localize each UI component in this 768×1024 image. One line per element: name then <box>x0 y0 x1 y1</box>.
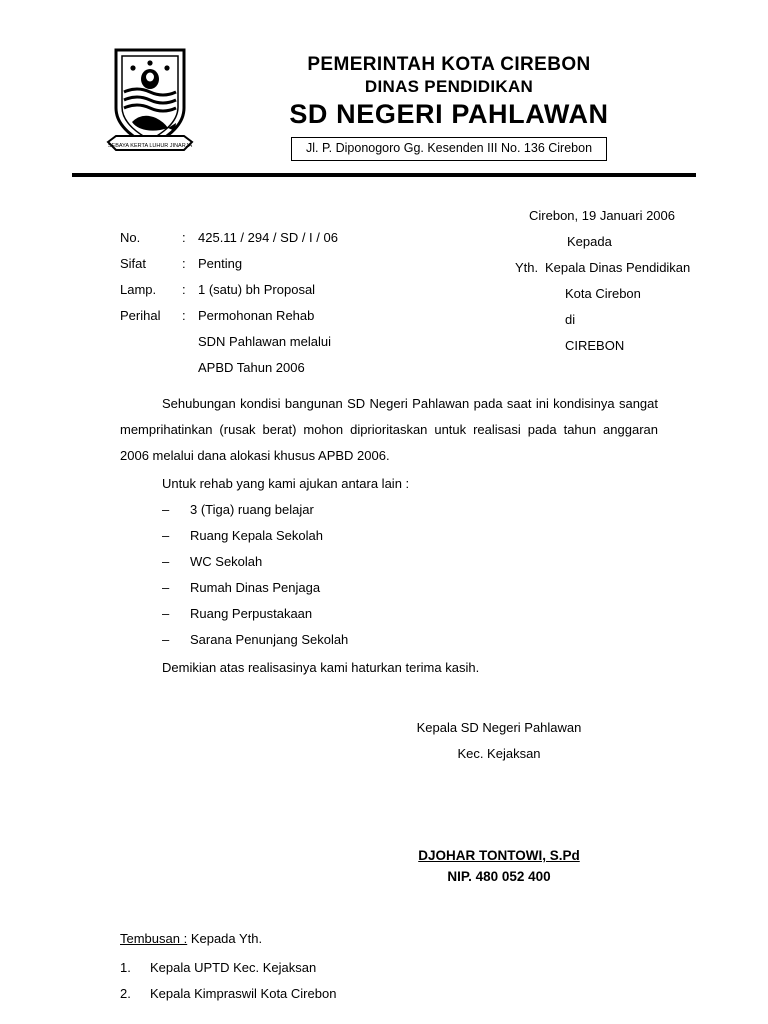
carbon-copy-title-underlined: Tembusan : <box>120 931 188 947</box>
destination-di: di <box>565 312 576 328</box>
carbon-copy-title-rest: Kepada Yth. <box>187 931 263 947</box>
reference-colon-perihal: : <box>182 308 186 324</box>
list-item <box>120 955 696 981</box>
list-bullet: – <box>162 580 170 596</box>
reference-label-perihal: Perihal <box>120 308 161 324</box>
department-name: DINAS PENDIDIKAN <box>364 76 534 96</box>
carbon-copy-label: Kepala Kimpraswil Kota Cirebon <box>150 986 337 1002</box>
carbon-copy-title <box>120 927 696 951</box>
letter-date: Cirebon, 19 Januari 2006 <box>529 208 675 224</box>
reference-row-perihal <box>120 303 420 329</box>
crest-motto-text: SEBAYA KERTA LUHUR JINARJA <box>107 143 193 149</box>
crest-icon <box>102 46 198 154</box>
destination-yth <box>515 255 727 281</box>
list-item <box>162 549 696 575</box>
destination-yth-value: Kepala Dinas Pendidikan <box>545 260 691 276</box>
body-paragraph-2: Untuk rehab yang kami ajukan antara lain : <box>162 476 410 492</box>
destination-yth-word: Yth. <box>515 260 539 276</box>
destination-place: CIREBON <box>565 338 625 354</box>
reference-colon-sifat: : <box>182 256 186 272</box>
list-bullet: – <box>162 606 170 622</box>
body-closing: Demikian atas realisasinya kami haturkan terima kasih. <box>162 660 480 676</box>
carbon-copy-number: 1. <box>120 960 131 976</box>
signature-title-line1: Kepala SD Negeri Pahlawan <box>416 720 582 736</box>
destination-city: Kota Cirebon <box>565 286 641 302</box>
list-item-label: Ruang Kepala Sekolah <box>190 528 323 544</box>
reference-value-lamp: 1 (satu) bh Proposal <box>198 282 316 298</box>
reference-label-lamp: Lamp. <box>120 282 157 298</box>
carbon-copy-label: Kepala UPTD Kec. Kejaksan <box>150 960 317 976</box>
reference-value-perihal: Permohonan Rehab <box>198 308 315 324</box>
reference-block <box>120 225 420 381</box>
list-item-label: Sarana Penunjang Sekolah <box>190 632 349 648</box>
reference-label-no: No. <box>120 230 141 246</box>
school-name: SD NEGERI PAHLAWAN <box>289 99 609 130</box>
reference-row-sifat <box>120 251 420 277</box>
list-item <box>162 497 696 523</box>
body-paragraph-1: Sehubungan kondisi bangunan SD Negeri Pahlawan pada saat ini kondisinya sangat memprihatinkan (rusak berat) mohon diprioritaskan untuk realisasi pada tahun anggaran 2006 melalui dana alokasi khusus APBD 2006. <box>120 396 658 464</box>
list-bullet: – <box>162 554 170 570</box>
list-item-label: Rumah Dinas Penjaga <box>190 580 321 596</box>
destination-block <box>457 203 727 359</box>
list-item <box>120 981 696 1007</box>
list-item-label: WC Sekolah <box>190 554 263 570</box>
destination-kepada: Kepada <box>567 234 612 250</box>
signature-title-line2: Kec. Kejaksan <box>457 746 541 762</box>
header-divider <box>72 173 696 177</box>
carbon-copy-block <box>72 927 696 1007</box>
reference-row-no <box>120 225 420 251</box>
rehab-item-list <box>72 497 696 653</box>
reference-label-sifat: Sifat <box>120 256 147 272</box>
letterhead-text <box>198 40 696 161</box>
government-name: PEMERINTAH KOTA CIREBON <box>307 54 591 75</box>
carbon-copy-number: 2. <box>120 986 131 1002</box>
list-item <box>162 627 696 653</box>
list-item <box>162 575 696 601</box>
list-item <box>162 601 696 627</box>
reference-colon-no: : <box>182 230 186 246</box>
address-box: Jl. P. Diponogoro Gg. Kesenden III No. 136 Cirebon <box>291 137 607 161</box>
list-item-label: 3 (Tiga) ruang belajar <box>190 502 314 518</box>
reference-value-no: 425.11 / 294 / SD / I / 06 <box>198 230 338 246</box>
reference-and-destination-block <box>72 203 696 376</box>
reference-continuation-2: APBD Tahun 2006 <box>198 360 305 376</box>
list-bullet: – <box>162 632 170 648</box>
reference-value-sifat: Penting <box>198 256 243 272</box>
reference-row-lamp <box>120 277 420 303</box>
list-item-label: Ruang Perpustakaan <box>190 606 313 622</box>
list-item <box>162 523 696 549</box>
signatory-nip: NIP. 480 052 400 <box>447 869 551 885</box>
list-bullet: – <box>162 528 170 544</box>
city-crest-logo <box>102 46 198 154</box>
signature-block <box>72 715 696 887</box>
reference-continuation-1: SDN Pahlawan melalui <box>198 334 331 350</box>
reference-colon-lamp: : <box>182 282 186 298</box>
letterhead <box>0 0 768 161</box>
signatory-name: DJOHAR TONTOWI, S.Pd <box>418 848 580 864</box>
list-bullet: – <box>162 502 170 518</box>
letter-body <box>0 203 768 1007</box>
carbon-copy-list <box>120 955 696 1007</box>
